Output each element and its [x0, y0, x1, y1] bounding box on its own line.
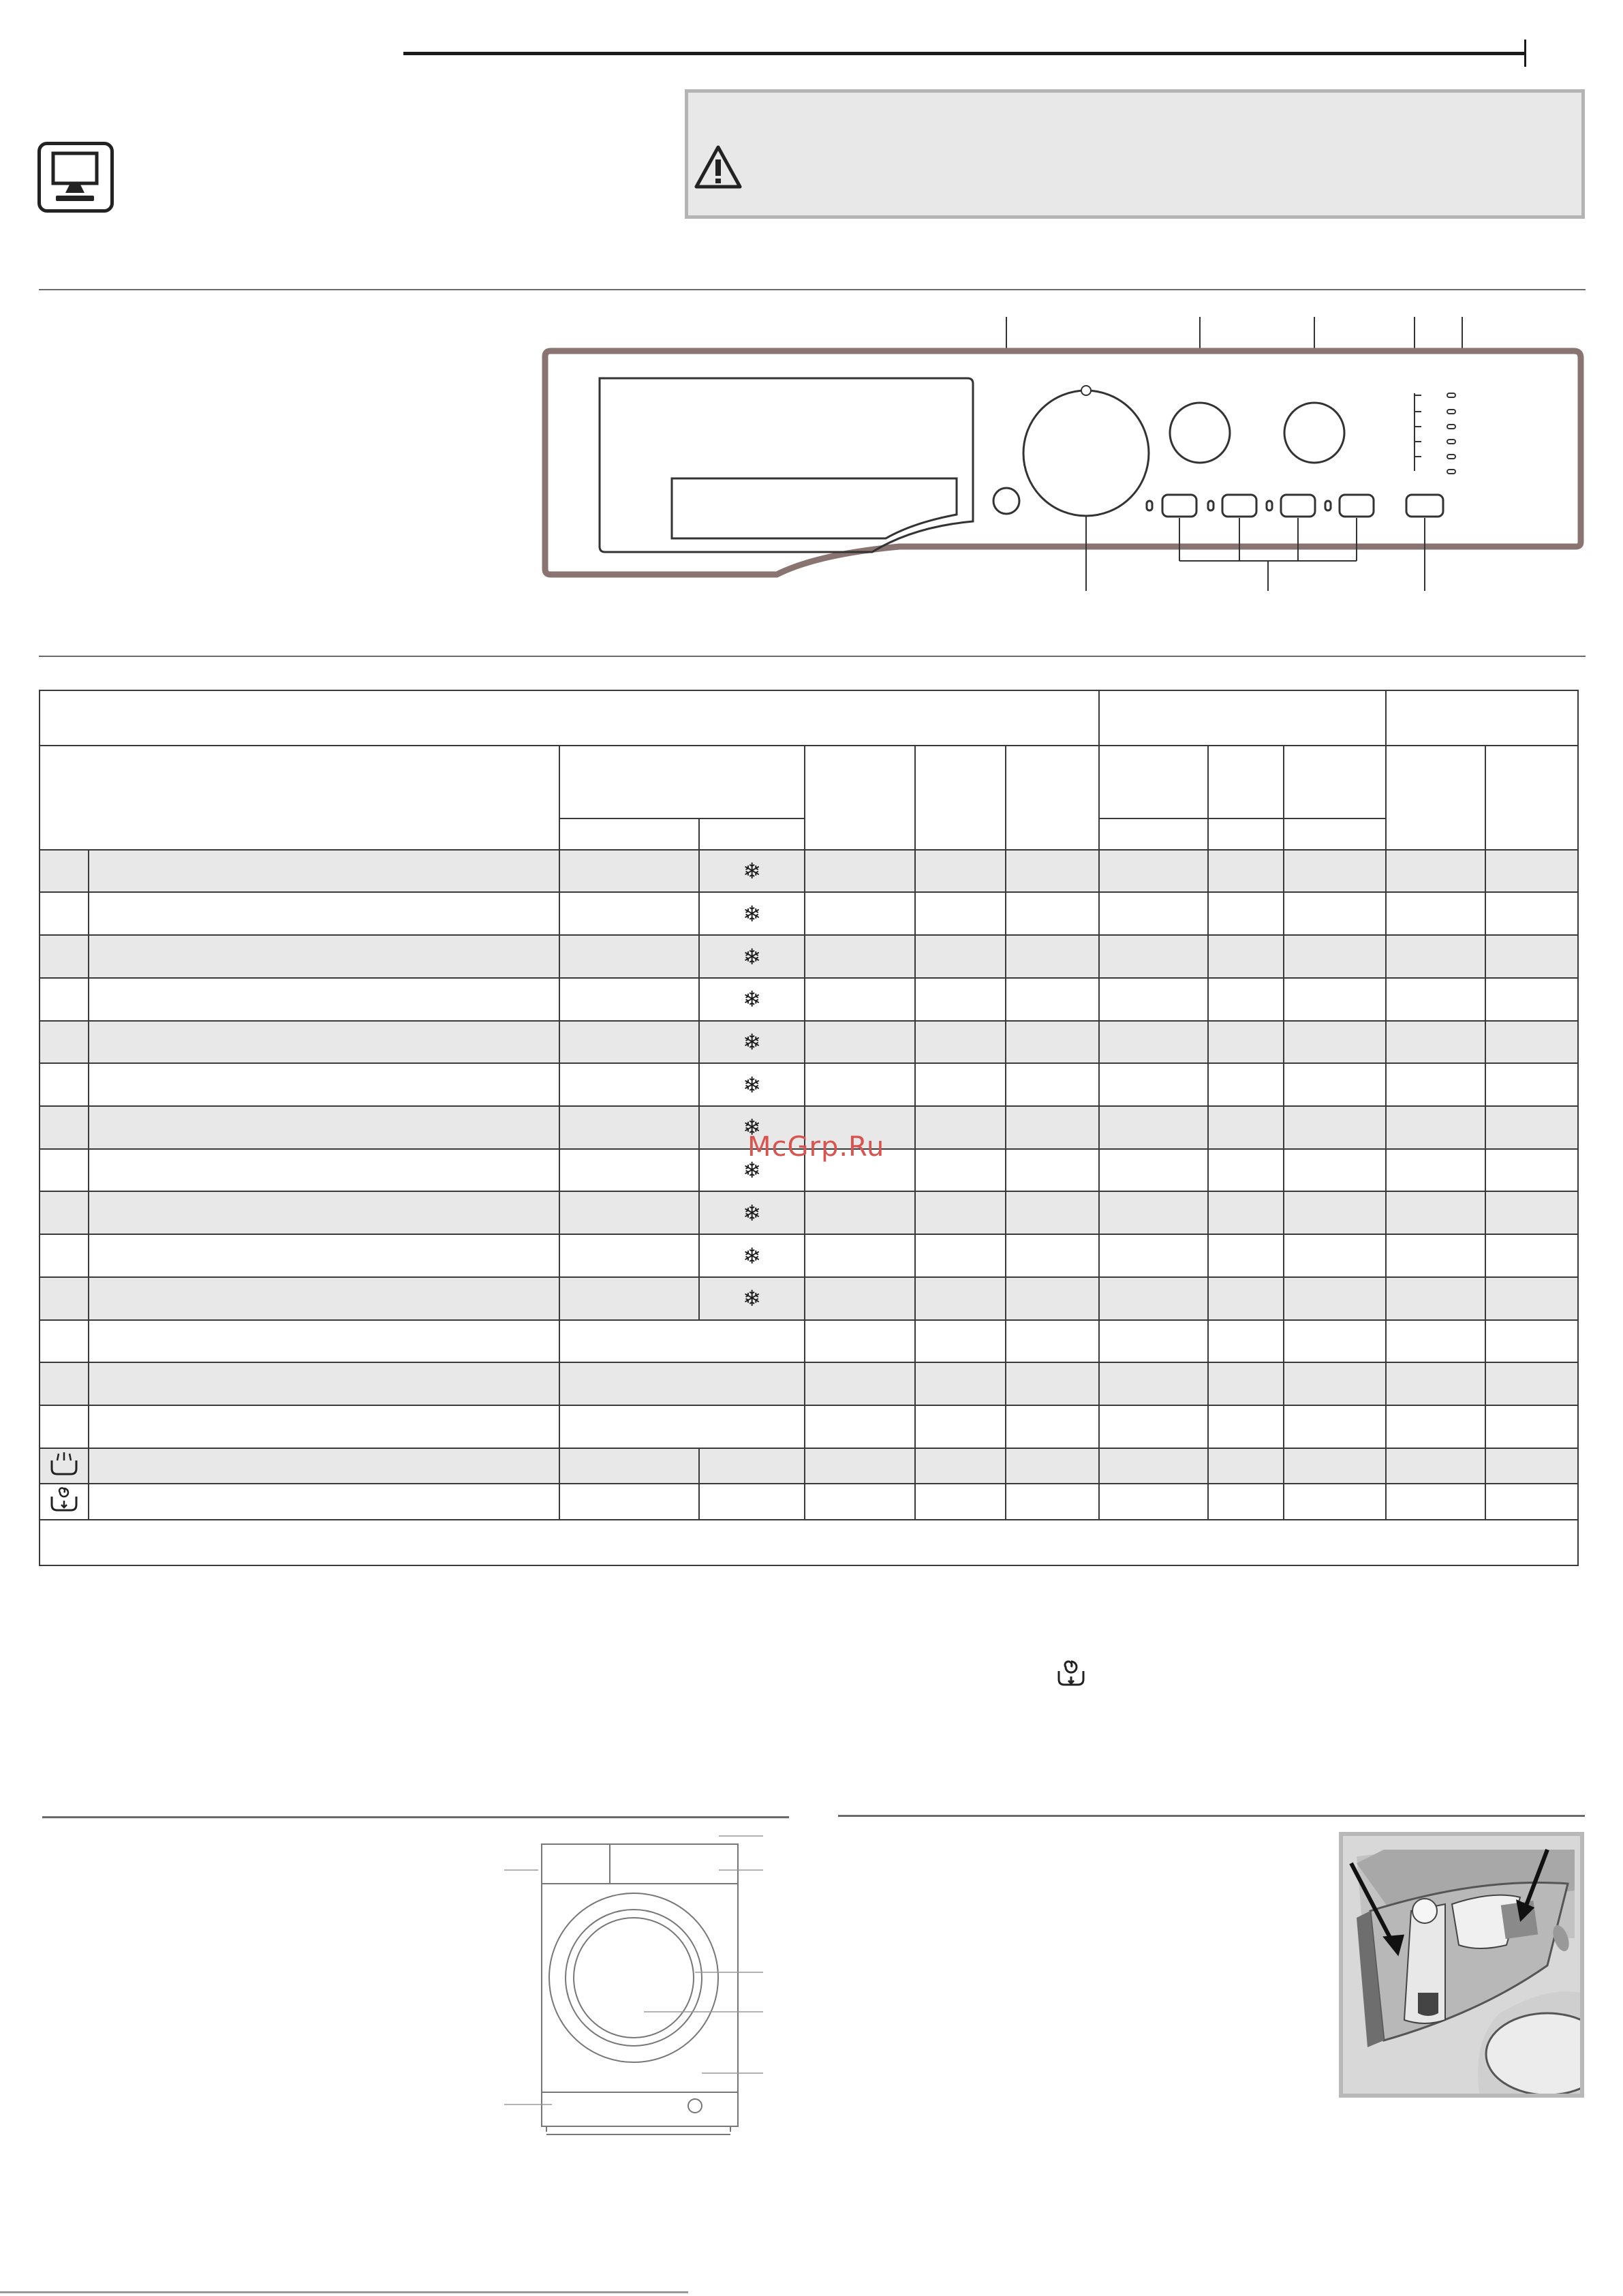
value-cell	[1006, 1405, 1099, 1448]
temperature-cell	[559, 1405, 805, 1448]
table-row	[40, 1448, 1578, 1484]
detergent-drawer-photo	[1339, 1832, 1584, 2098]
value-cell	[1284, 1484, 1386, 1520]
cold-wash-cell	[699, 1021, 805, 1064]
snowflake-icon: ❄	[743, 1114, 761, 1141]
value-cell	[1208, 1149, 1284, 1192]
value-cell	[915, 1277, 1006, 1320]
value-cell	[1208, 935, 1284, 978]
value-cell	[805, 850, 915, 893]
value-cell	[1284, 1448, 1386, 1484]
value-cell	[1386, 1106, 1485, 1149]
value-cell	[915, 1484, 1006, 1520]
programme-name-cell	[89, 1448, 559, 1484]
header-cell	[559, 818, 699, 850]
cold-wash-cell	[699, 1234, 805, 1277]
value-cell	[1485, 1106, 1578, 1149]
value-cell	[1099, 1448, 1208, 1484]
value-cell	[1284, 892, 1386, 935]
header-cell	[915, 746, 1006, 850]
programme-table	[39, 690, 1579, 1566]
value-cell	[805, 1063, 915, 1106]
value-cell	[1386, 892, 1485, 935]
value-cell	[1284, 1277, 1386, 1320]
value-cell	[1099, 1234, 1208, 1277]
value-cell	[1485, 850, 1578, 893]
value-cell	[1485, 1277, 1578, 1320]
cold-wash-cell	[699, 1063, 805, 1106]
header-cell	[1099, 746, 1208, 818]
value-cell	[805, 1484, 915, 1520]
value-cell	[1386, 1405, 1485, 1448]
table-row	[40, 1405, 1578, 1448]
programme-name-cell	[89, 1484, 559, 1520]
value-cell	[1006, 1484, 1099, 1520]
value-cell	[1485, 935, 1578, 978]
value-cell	[1208, 1320, 1284, 1363]
value-cell	[1386, 1320, 1485, 1363]
spin-drain-icon	[49, 1486, 79, 1513]
value-cell	[1006, 1021, 1099, 1064]
value-cell	[915, 1063, 1006, 1106]
value-cell	[1006, 1106, 1099, 1149]
programme-number-cell	[40, 892, 89, 935]
value-cell	[1006, 1191, 1099, 1234]
snowflake-icon: ❄	[743, 900, 761, 927]
value-cell	[805, 1405, 915, 1448]
header-rule	[403, 52, 1524, 55]
value-cell	[1099, 1277, 1208, 1320]
table-row	[40, 1362, 1578, 1405]
snowflake-icon: ❄	[743, 1071, 761, 1098]
value-cell	[1208, 1234, 1284, 1277]
value-cell	[915, 1234, 1006, 1277]
value-cell	[1386, 1021, 1485, 1064]
header-cell	[559, 746, 805, 818]
programme-number-cell	[40, 1149, 89, 1192]
table-row	[40, 978, 1578, 1021]
value-cell	[1485, 1448, 1578, 1484]
value-cell	[1485, 1021, 1578, 1064]
cold-wash-cell	[699, 935, 805, 978]
header-cell	[1284, 818, 1386, 850]
value-cell	[1386, 1191, 1485, 1234]
header-cell	[1099, 818, 1208, 850]
cold-wash-cell	[699, 1277, 805, 1320]
value-cell	[1208, 892, 1284, 935]
value-cell	[915, 892, 1006, 935]
value-cell	[1284, 1320, 1386, 1363]
table-row	[40, 1191, 1578, 1234]
value-cell	[1006, 1234, 1099, 1277]
value-cell	[1485, 1405, 1578, 1448]
value-cell	[915, 1448, 1006, 1484]
value-cell	[1485, 1362, 1578, 1405]
snowflake-icon: ❄	[743, 943, 761, 970]
value-cell	[1284, 978, 1386, 1021]
temperature-cell	[559, 1063, 699, 1106]
section-rule-1	[39, 289, 1586, 290]
value-cell	[1386, 1484, 1485, 1520]
temperature-cell	[559, 1484, 699, 1520]
value-cell	[1485, 1234, 1578, 1277]
temperature-cell	[559, 978, 699, 1021]
programme-name-cell	[89, 1191, 559, 1234]
computer-monitor-icon	[37, 142, 114, 213]
programme-number-cell	[40, 1191, 89, 1234]
value-cell	[1099, 850, 1208, 893]
watermark-text: McGrp.Ru	[747, 1131, 885, 1163]
value-cell	[1099, 1149, 1208, 1192]
value-cell	[1208, 1448, 1284, 1484]
programme-number-cell	[40, 1362, 89, 1405]
header-group-cell	[1386, 690, 1578, 746]
rinse-basin-icon	[49, 1450, 79, 1477]
cold-wash-cell	[699, 892, 805, 935]
header-cell	[1284, 746, 1386, 818]
value-cell	[1485, 1063, 1578, 1106]
temperature-cell	[559, 1191, 699, 1234]
value-cell	[915, 850, 1006, 893]
value-cell	[1006, 892, 1099, 935]
programme-number-cell	[40, 1021, 89, 1064]
temperature-cell	[559, 1448, 699, 1484]
value-cell	[1386, 1149, 1485, 1192]
value-cell	[1485, 1191, 1578, 1234]
temperature-cell	[559, 892, 699, 935]
value-cell	[1386, 1448, 1485, 1484]
value-cell	[805, 1277, 915, 1320]
value-cell	[915, 1405, 1006, 1448]
programme-number-cell	[40, 1448, 89, 1484]
header-group-cell	[40, 690, 1099, 746]
value-cell	[915, 978, 1006, 1021]
value-cell	[805, 892, 915, 935]
programme-number-cell	[40, 1106, 89, 1149]
value-cell	[915, 1191, 1006, 1234]
programme-name-cell	[89, 850, 559, 893]
programme-name-cell	[89, 1277, 559, 1320]
value-cell	[1208, 1405, 1284, 1448]
value-cell	[1099, 935, 1208, 978]
table-row	[40, 1063, 1578, 1106]
value-cell	[1284, 935, 1386, 978]
value-cell	[1208, 1362, 1284, 1405]
header-cell	[699, 818, 805, 850]
value-cell	[1284, 1021, 1386, 1064]
programme-name-cell	[89, 978, 559, 1021]
value-cell	[1386, 935, 1485, 978]
snowflake-icon: ❄	[743, 1242, 761, 1269]
footer-rule	[0, 2291, 688, 2293]
value-cell	[915, 1362, 1006, 1405]
programme-number-cell	[40, 935, 89, 978]
programme-name-cell	[89, 1405, 559, 1448]
value-cell	[1208, 978, 1284, 1021]
value-cell	[1386, 1362, 1485, 1405]
value-cell	[1386, 1234, 1485, 1277]
value-cell	[805, 1191, 915, 1234]
value-cell	[1208, 1021, 1284, 1064]
table-row	[40, 1234, 1578, 1277]
table-row	[40, 1484, 1578, 1520]
value-cell	[1006, 1320, 1099, 1363]
value-cell	[915, 935, 1006, 978]
value-cell	[1208, 850, 1284, 893]
programme-name-cell	[89, 1149, 559, 1192]
value-cell	[1485, 1320, 1578, 1363]
value-cell	[1099, 892, 1208, 935]
value-cell	[805, 1320, 915, 1363]
value-cell	[805, 1021, 915, 1064]
value-cell	[805, 1362, 915, 1405]
programme-number-cell	[40, 1277, 89, 1320]
programme-name-cell	[89, 1320, 559, 1363]
programme-number-cell	[40, 1320, 89, 1363]
value-cell	[1386, 1063, 1485, 1106]
value-cell	[915, 1149, 1006, 1192]
value-cell	[1208, 1063, 1284, 1106]
value-cell	[1284, 1106, 1386, 1149]
value-cell	[1386, 978, 1485, 1021]
programme-number-cell	[40, 978, 89, 1021]
temperature-cell	[559, 1234, 699, 1277]
value-cell	[805, 935, 915, 978]
footer-cell	[40, 1520, 1578, 1565]
temperature-cell	[559, 1149, 699, 1192]
snowflake-icon: ❄	[743, 986, 761, 1013]
value-cell	[1006, 1448, 1099, 1484]
value-cell	[1099, 1063, 1208, 1106]
value-cell	[1284, 1191, 1386, 1234]
value-cell	[1284, 850, 1386, 893]
table-row	[40, 892, 1578, 935]
value-cell	[1485, 978, 1578, 1021]
value-cell	[1284, 1234, 1386, 1277]
value-cell	[1006, 1149, 1099, 1192]
temperature-cell	[559, 1106, 699, 1149]
header-cell	[1006, 746, 1099, 850]
value-cell	[1006, 935, 1099, 978]
snowflake-icon: ❄	[743, 1157, 761, 1184]
programme-number-cell	[40, 1063, 89, 1106]
table-header-row-1	[40, 690, 1578, 746]
value-cell	[1386, 1277, 1485, 1320]
header-cell	[805, 746, 915, 850]
table-row	[40, 1277, 1578, 1320]
value-cell	[1284, 1405, 1386, 1448]
value-cell	[1208, 1277, 1284, 1320]
temperature-cell	[559, 850, 699, 893]
washing-machine-diagram	[497, 1826, 770, 2147]
value-cell	[915, 1021, 1006, 1064]
value-cell	[1006, 850, 1099, 893]
warning-box	[685, 89, 1585, 219]
value-cell	[1099, 1320, 1208, 1363]
value-cell	[1208, 1106, 1284, 1149]
section-rule-4	[838, 1815, 1585, 1817]
header-cell	[40, 746, 559, 850]
value-cell	[915, 1320, 1006, 1363]
value-cell	[1006, 1277, 1099, 1320]
value-cell	[1099, 978, 1208, 1021]
header-cell	[1386, 746, 1485, 850]
value-cell	[915, 1106, 1006, 1149]
value-cell	[1485, 892, 1578, 935]
table-row	[40, 850, 1578, 893]
header-cell	[1485, 746, 1578, 850]
value-cell	[1485, 1484, 1578, 1520]
value-cell	[805, 1234, 915, 1277]
spin-drain-icon	[1055, 1657, 1087, 1690]
programme-name-cell	[89, 1106, 559, 1149]
value-cell	[1099, 1191, 1208, 1234]
temperature-cell	[559, 1021, 699, 1064]
header-cell	[1208, 746, 1284, 818]
value-cell	[1006, 978, 1099, 1021]
snowflake-icon: ❄	[743, 858, 761, 885]
value-cell	[1099, 1362, 1208, 1405]
header-cell	[1208, 818, 1284, 850]
programme-number-cell	[40, 1405, 89, 1448]
programme-number-cell	[40, 850, 89, 893]
table-row	[40, 935, 1578, 978]
value-cell	[1099, 1106, 1208, 1149]
snowflake-icon: ❄	[743, 1199, 761, 1226]
table-footer-row	[40, 1520, 1578, 1565]
snowflake-icon: ❄	[743, 1285, 761, 1312]
value-cell	[1006, 1362, 1099, 1405]
warning-triangle-icon	[694, 144, 743, 189]
programme-name-cell	[89, 1021, 559, 1064]
programme-name-cell	[89, 935, 559, 978]
table-row	[40, 1021, 1578, 1064]
value-cell	[1006, 1063, 1099, 1106]
value-cell	[1099, 1484, 1208, 1520]
cold-wash-cell	[699, 1191, 805, 1234]
programme-number-cell	[40, 1484, 89, 1520]
temperature-cell	[559, 1277, 699, 1320]
cold-wash-cell	[699, 978, 805, 1021]
temperature-cell	[559, 1320, 805, 1363]
control-panel-diagram	[531, 310, 1594, 596]
programme-number-cell	[40, 1234, 89, 1277]
temperature-cell	[559, 1362, 805, 1405]
value-cell	[1208, 1191, 1284, 1234]
value-cell	[1099, 1021, 1208, 1064]
programme-name-cell	[89, 892, 559, 935]
temperature-cell	[559, 935, 699, 978]
value-cell	[1284, 1362, 1386, 1405]
table-row	[40, 1320, 1578, 1363]
value-cell	[1099, 1405, 1208, 1448]
value-cell	[805, 1448, 915, 1484]
programme-name-cell	[89, 1234, 559, 1277]
value-cell	[1284, 1063, 1386, 1106]
snowflake-icon: ❄	[743, 1028, 761, 1055]
cold-wash-cell	[699, 1448, 805, 1484]
value-cell	[1386, 850, 1485, 893]
header-rule-tick	[1524, 40, 1526, 67]
table-header-row-2	[40, 746, 1578, 818]
section-rule-3	[42, 1816, 789, 1818]
header-group-cell	[1099, 690, 1386, 746]
cold-wash-cell	[699, 1484, 805, 1520]
value-cell	[1284, 1149, 1386, 1192]
value-cell	[1208, 1484, 1284, 1520]
section-rule-2	[39, 656, 1586, 657]
programme-name-cell	[89, 1362, 559, 1405]
value-cell	[1485, 1149, 1578, 1192]
cold-wash-cell	[699, 850, 805, 893]
value-cell	[805, 978, 915, 1021]
programme-name-cell	[89, 1063, 559, 1106]
